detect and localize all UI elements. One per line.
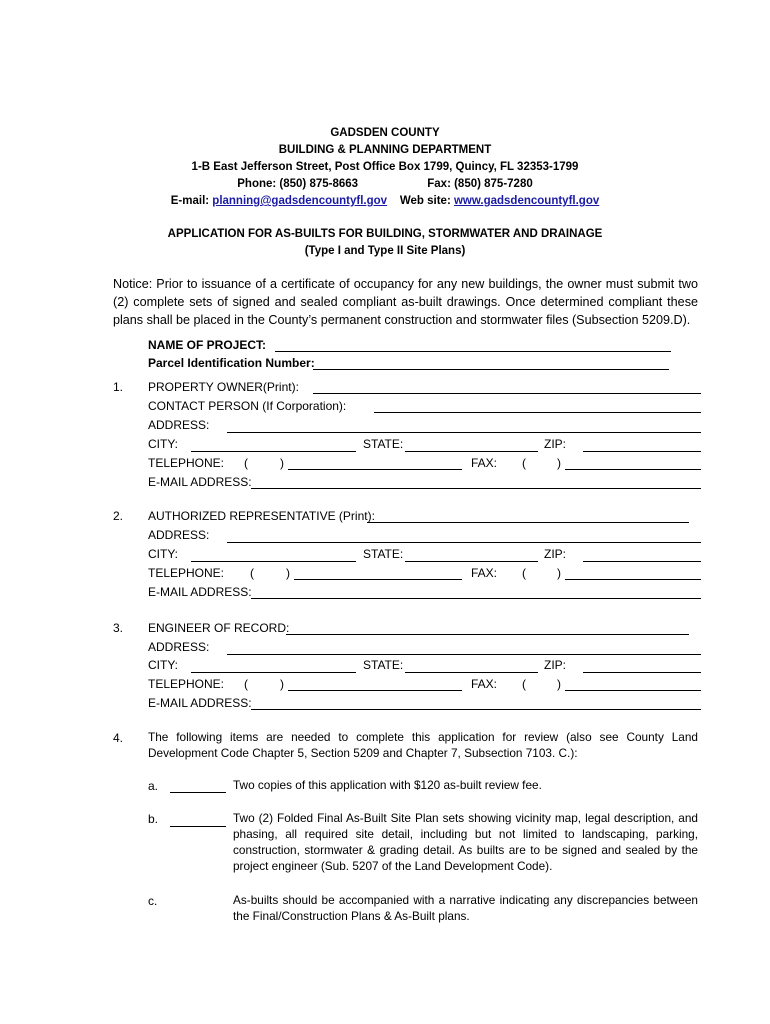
engineer-fax-field[interactable] — [565, 690, 701, 691]
owner-email-field[interactable] — [251, 488, 701, 489]
owner-telephone-field[interactable] — [288, 469, 462, 470]
contact-person-field[interactable] — [374, 412, 701, 413]
engineer-telephone-label: TELEPHONE: — [148, 677, 225, 691]
department-name: BUILDING & PLANNING DEPARTMENT — [278, 144, 492, 156]
owner-zip-field[interactable] — [583, 451, 701, 452]
engineer-email-label: E-MAIL ADDRESS: — [148, 696, 252, 710]
contact-person-label: CONTACT PERSON (If Corporation): — [148, 399, 347, 413]
item-b-letter: b. — [148, 812, 159, 826]
property-owner-label: PROPERTY OWNER(Print): — [148, 380, 299, 394]
phone-number: Phone: (850) 875-8663 — [237, 178, 359, 190]
owner-telephone-paren-close: ) — [280, 456, 284, 470]
engineer-fax-label: FAX: — [471, 677, 498, 691]
rep-email-label: E-MAIL ADDRESS: — [148, 585, 252, 599]
rep-fax-paren-open: ( — [522, 566, 526, 580]
engineer-fax-paren-open: ( — [522, 677, 526, 691]
engineer-field[interactable] — [286, 634, 689, 635]
rep-zip-field[interactable] — [583, 561, 701, 562]
rep-email-field[interactable] — [251, 598, 701, 599]
item-b-checkline[interactable] — [170, 826, 226, 827]
county-name: GADSDEN COUNTY — [330, 127, 440, 139]
rep-address-field[interactable] — [227, 542, 701, 543]
owner-address-field[interactable] — [227, 432, 701, 433]
phone-fax-line — [0, 176, 770, 193]
item-a-letter: a. — [148, 779, 159, 793]
engineer-city-field[interactable] — [191, 672, 356, 673]
rep-fax-field[interactable] — [565, 579, 701, 580]
section-4-number: 4. — [113, 731, 124, 745]
item-a-checkline[interactable] — [170, 792, 226, 793]
engineer-zip-label: ZIP: — [544, 658, 567, 672]
authorized-rep-label: AUTHORIZED REPRESENTATIVE (Print): — [148, 509, 375, 523]
engineer-fax-paren-close: ) — [557, 677, 561, 691]
rep-fax-paren-close: ) — [557, 566, 561, 580]
owner-city-field[interactable] — [191, 451, 356, 452]
engineer-zip-field[interactable] — [583, 672, 701, 673]
engineer-telephone-field[interactable] — [288, 690, 462, 691]
section-2-number: 2. — [113, 509, 124, 523]
web-link[interactable]: www.gadsdencountyfl.gov — [453, 195, 600, 207]
email-label: E-mail: — [170, 195, 210, 207]
item-b-text: Two (2) Folded Final As-Built Site Plan sets showing vicinity map, legal description, and phasing, all required site detail, including but not limited to landscaping, parking, construction, stormwater & grading detail. As builts are to be signed and sealed by the project engineer (Sub. 5207 of the Land Development Code). — [233, 811, 698, 873]
owner-city-label: CITY: — [148, 437, 179, 451]
rep-city-label: CITY: — [148, 547, 179, 561]
form-subtitle: (Type I and Type II Site Plans) — [304, 245, 466, 257]
project-name-field[interactable] — [275, 351, 671, 352]
owner-address-label: ADDRESS: — [148, 418, 210, 432]
engineer-city-label: CITY: — [148, 658, 179, 672]
rep-city-field[interactable] — [191, 561, 356, 562]
rep-telephone-field[interactable] — [294, 579, 462, 580]
rep-address-label: ADDRESS: — [148, 528, 210, 542]
section-4-intro: The following items are needed to complete this application for review (also see County Land Development Code Chapter 5, Section 5209 and Chapter 7, Subsection 7103. C.): — [148, 730, 698, 760]
owner-fax-label: FAX: — [471, 456, 498, 470]
owner-telephone-label: TELEPHONE: — [148, 456, 225, 470]
rep-telephone-paren-close: ) — [286, 566, 290, 580]
owner-zip-label: ZIP: — [544, 437, 567, 451]
item-c-text: As-builts should be accompanied with a narrative indicating any discrepancies between the Final/Construction Plans & As-Built plans. — [233, 893, 698, 923]
item-c-letter: c. — [148, 894, 158, 908]
owner-telephone-paren-open: ( — [244, 456, 248, 470]
engineer-telephone-paren-close: ) — [280, 677, 284, 691]
rep-telephone-label: TELEPHONE: — [148, 566, 225, 580]
project-name-label: NAME OF PROJECT: — [148, 338, 267, 352]
rep-zip-label: ZIP: — [544, 547, 567, 561]
authorized-rep-field[interactable] — [367, 522, 689, 523]
rep-telephone-paren-open: ( — [250, 566, 254, 580]
item-a-text: Two copies of this application with $120 as-built review fee. — [233, 778, 542, 792]
engineer-telephone-paren-open: ( — [244, 677, 248, 691]
form-title: APPLICATION FOR AS-BUILTS FOR BUILDING, STORMWATER AND DRAINAGE — [167, 228, 603, 240]
owner-email-label: E-MAIL ADDRESS: — [148, 475, 252, 489]
engineer-address-field[interactable] — [227, 654, 701, 655]
engineer-email-field[interactable] — [251, 709, 701, 710]
parcel-id-label: Parcel Identification Number: — [148, 356, 315, 370]
owner-fax-paren-open: ( — [522, 456, 526, 470]
rep-state-field[interactable] — [405, 561, 538, 562]
engineer-address-label: ADDRESS: — [148, 640, 210, 654]
department-address: 1-B East Jefferson Street, Post Office Box 1799, Quincy, FL 32353-1799 — [191, 161, 579, 173]
owner-fax-field[interactable] — [565, 469, 701, 470]
email-web-line — [0, 193, 770, 210]
section-3-number: 3. — [113, 621, 124, 635]
web-label: Web site: — [399, 195, 451, 207]
owner-fax-paren-close: ) — [557, 456, 561, 470]
rep-fax-label: FAX: — [471, 566, 498, 580]
rep-state-label: STATE: — [363, 547, 404, 561]
engineer-state-label: STATE: — [363, 658, 404, 672]
property-owner-field[interactable] — [313, 393, 701, 394]
section-1-number: 1. — [113, 380, 124, 394]
owner-state-field[interactable] — [405, 451, 538, 452]
engineer-state-field[interactable] — [405, 672, 538, 673]
notice-paragraph: Notice: Prior to issuance of a certificate of occupancy for any new buildings, the owner must submit two (2) complete sets of signed and sealed compliant as-built drawings. Once determined compliant these plans shall be placed in the County’s permanent construction and stormwater files (Subsection 5209.D). — [113, 277, 698, 327]
email-link[interactable]: planning@gadsdencountyfl.gov — [212, 195, 388, 207]
owner-state-label: STATE: — [363, 437, 404, 451]
parcel-id-field[interactable] — [313, 369, 669, 370]
engineer-label: ENGINEER OF RECORD: — [148, 621, 290, 635]
fax-number: Fax: (850) 875-7280 — [427, 178, 533, 190]
